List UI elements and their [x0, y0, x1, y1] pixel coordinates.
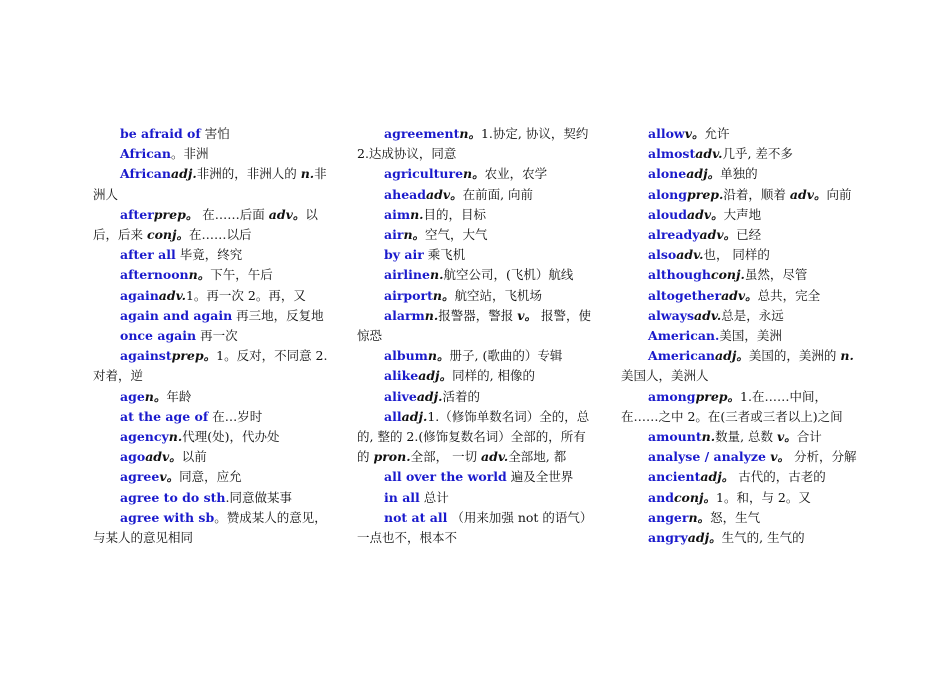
- definition: 在……以后: [189, 227, 252, 243]
- definition: 航空公司，(飞机）航线: [443, 267, 574, 283]
- definition: 同意，应允: [179, 469, 242, 485]
- vocab-entry: [93, 124, 333, 144]
- definition: 在…岁时: [208, 408, 263, 424]
- definition: 古代的，古老的: [734, 469, 826, 485]
- part-of-speech: adv.: [694, 307, 722, 323]
- headword: again and again: [120, 307, 233, 323]
- vocab-entry: [93, 205, 333, 245]
- vocab-entry: [93, 306, 333, 326]
- vocab-entry: [357, 346, 597, 366]
- headword: altogether: [648, 287, 722, 303]
- headword: amount: [648, 429, 702, 445]
- vocab-entry: [357, 286, 597, 306]
- part-of-speech: adj。: [686, 166, 721, 182]
- part-of-speech: n。: [427, 348, 450, 364]
- vocab-entry: [93, 508, 333, 548]
- headword: again: [120, 287, 159, 303]
- vocab-entry: [93, 265, 333, 285]
- part-of-speech: pron.: [373, 449, 411, 465]
- definition: 数量, 总数: [715, 429, 777, 445]
- headword: at the age of: [120, 408, 209, 424]
- headword: agency: [120, 429, 169, 445]
- part-of-speech: n.: [168, 429, 183, 445]
- headword: almost: [648, 146, 696, 162]
- part-of-speech: adv.: [481, 449, 509, 465]
- headword: agree: [120, 469, 160, 485]
- part-of-speech: v。: [159, 469, 180, 485]
- part-of-speech: n。: [144, 388, 167, 404]
- part-of-speech: adj.: [171, 166, 197, 182]
- headword: African: [120, 146, 171, 162]
- headword: album: [384, 348, 428, 364]
- definition: 目的，目标: [423, 206, 487, 222]
- part-of-speech: adj。: [687, 530, 722, 546]
- part-of-speech: n.: [429, 267, 444, 283]
- part-of-speech: adv。: [687, 206, 724, 222]
- part-of-speech: v。: [777, 429, 797, 445]
- part-of-speech: n。: [403, 227, 426, 243]
- part-of-speech: n.: [410, 206, 424, 222]
- headword: agreement: [384, 126, 460, 141]
- definition: 毕竟，终究: [175, 247, 243, 263]
- part-of-speech: adv.: [695, 146, 723, 162]
- headword: once again: [120, 328, 197, 344]
- definition: 合计: [796, 429, 822, 445]
- definition: 已经: [736, 227, 762, 243]
- headword: in all: [384, 489, 420, 505]
- headword: airline: [384, 267, 430, 283]
- part-of-speech: adj。: [700, 469, 735, 485]
- vocab-entry: [357, 185, 597, 205]
- definition: 以后，后来: [93, 206, 318, 243]
- definition: 报警器，警报: [438, 307, 518, 323]
- definition: 美国的，美洲的: [748, 348, 841, 364]
- part-of-speech: n。: [188, 267, 211, 283]
- definition: 总计: [419, 489, 449, 505]
- headword: after all: [120, 247, 176, 263]
- vocab-entry: [357, 508, 597, 548]
- headword: allow: [648, 126, 685, 141]
- column-2: [357, 124, 597, 548]
- vocab-entry: [621, 346, 861, 386]
- part-of-speech: conj。: [673, 489, 716, 505]
- definition: 活着的: [442, 388, 481, 404]
- part-of-speech: adv。: [789, 186, 827, 202]
- vocab-entry: [93, 326, 333, 346]
- vocab-entry: [621, 205, 861, 225]
- definition: 再一次: [196, 328, 238, 344]
- headword: aim: [384, 206, 411, 222]
- definition: 再三地，反复地: [232, 307, 324, 323]
- headword: alike: [384, 368, 419, 384]
- definition: 空气，大气: [425, 227, 488, 243]
- headword: and: [648, 489, 674, 505]
- definition: 在前面, 向前: [462, 186, 534, 202]
- definition: 以前: [181, 449, 207, 465]
- headword: by air: [384, 247, 424, 263]
- part-of-speech: prep.: [687, 186, 724, 202]
- vocab-entry: [93, 387, 333, 407]
- definition: 也， 同样的: [703, 247, 770, 263]
- definition: 1.协定, 协议，契约 2.达成协议，同意: [357, 126, 589, 162]
- column-3: [621, 124, 861, 548]
- vocab-entry: [621, 488, 861, 508]
- definition: 全部， 一切: [410, 449, 482, 465]
- headword: alarm: [384, 307, 425, 323]
- definition: 总是，永远: [721, 307, 784, 323]
- part-of-speech: n。: [459, 126, 481, 141]
- definition: 生气的, 生气的: [721, 530, 805, 546]
- vocab-entry: [621, 447, 861, 467]
- headword: American: [648, 348, 716, 364]
- definition: 。非洲: [171, 146, 209, 162]
- headword: aloud: [648, 206, 688, 222]
- vocab-entry: [621, 387, 861, 427]
- vocab-entry: [357, 467, 597, 487]
- headword: agree with sb: [120, 509, 215, 525]
- vocab-entry: [93, 346, 333, 386]
- definition: 几乎, 差不多: [722, 146, 793, 162]
- vocab-entry: [93, 286, 333, 306]
- part-of-speech: adv。: [699, 227, 737, 243]
- vocab-entry: [357, 407, 597, 468]
- vocab-entry: [357, 164, 597, 184]
- definition: 在……后面: [198, 206, 269, 222]
- part-of-speech: conj.: [710, 267, 745, 283]
- part-of-speech: v。: [517, 307, 537, 323]
- definition: 册子, (歌曲的）专辑: [449, 348, 563, 364]
- vocab-entry: [621, 185, 861, 205]
- definition: 害怕: [200, 126, 230, 141]
- definition: 单独的: [720, 166, 758, 182]
- headword: always: [648, 307, 695, 323]
- definition: 大声地: [723, 206, 762, 222]
- part-of-speech: n.: [300, 166, 315, 182]
- headword: against: [120, 348, 172, 364]
- headword: alone: [648, 166, 687, 182]
- headword: American.: [648, 328, 720, 344]
- definition: 分析，分解: [790, 449, 857, 465]
- vocab-entry: [357, 245, 597, 265]
- part-of-speech: n.: [701, 429, 716, 445]
- vocab-entry: [357, 205, 597, 225]
- vocab-entry: [357, 265, 597, 285]
- part-of-speech: adv。: [268, 206, 306, 222]
- vocab-entry: [93, 488, 333, 508]
- headword: anger: [648, 509, 689, 525]
- headword: all: [384, 408, 402, 424]
- part-of-speech: prep。: [171, 348, 217, 364]
- definition: 遍及全世界: [506, 469, 574, 485]
- definition: .同意做某事: [225, 489, 292, 505]
- headword: airport: [384, 287, 433, 303]
- definition: 下午，午后: [210, 267, 273, 283]
- vocab-entry: [93, 427, 333, 447]
- definition: 同样的, 相像的: [452, 368, 536, 384]
- headword: angry: [648, 530, 688, 546]
- headword: although: [648, 267, 711, 283]
- definition: （用来加强 not 的语气）一点也不，根本不: [357, 509, 593, 546]
- vocab-entry: [93, 447, 333, 467]
- definition: 允许: [704, 126, 730, 141]
- definition: 非洲人: [93, 166, 327, 202]
- definition: 1.（修饰单数名词）全的，总的, 整的 2.(修饰复数名词）全部的，所有的: [357, 408, 590, 465]
- definition: 美国，美洲: [719, 328, 782, 344]
- headword: afternoon: [120, 267, 189, 283]
- part-of-speech: adj.: [416, 388, 443, 404]
- headword: air: [384, 227, 404, 243]
- part-of-speech: adv。: [425, 186, 463, 202]
- part-of-speech: n。: [432, 287, 455, 303]
- part-of-speech: v。: [684, 126, 705, 141]
- part-of-speech: n.: [424, 307, 439, 323]
- part-of-speech: adj。: [418, 368, 453, 384]
- vocab-entry: [621, 245, 861, 265]
- headword: African: [120, 166, 171, 182]
- definition: 美国人，美洲人: [621, 368, 709, 384]
- headword: after: [120, 206, 154, 222]
- vocab-entry: [621, 124, 861, 144]
- vocab-entry: [621, 467, 861, 487]
- headword: all over the world: [384, 469, 507, 485]
- vocab-entry: [93, 144, 333, 164]
- headword: already: [648, 227, 700, 243]
- vocab-entry: [621, 286, 861, 306]
- vocab-entry: [357, 366, 597, 386]
- headword: alive: [384, 388, 417, 404]
- part-of-speech: prep。: [153, 206, 199, 222]
- vocab-entry: [357, 306, 597, 346]
- vocab-entry: [621, 306, 861, 326]
- headword: analyse / analyze: [648, 449, 766, 465]
- headword: ahead: [384, 186, 426, 202]
- definition: 农业，农学: [484, 166, 548, 182]
- definition: 年龄: [166, 388, 192, 404]
- vocab-entry: [357, 488, 597, 508]
- headword: age: [120, 388, 145, 404]
- headword: ancient: [648, 469, 701, 485]
- part-of-speech: adj.: [401, 408, 428, 424]
- vocab-entry: [621, 265, 861, 285]
- definition: 。赞成某人的意见，与某人的意见相同: [93, 509, 327, 546]
- vocab-entry: [621, 508, 861, 528]
- headword: agriculture: [384, 166, 464, 182]
- vocab-entry: [357, 124, 597, 164]
- vocab-entry: [93, 164, 333, 204]
- vocab-entry: [93, 245, 333, 265]
- definition: 乘飞机: [423, 247, 466, 263]
- vocab-entry: [621, 326, 861, 346]
- definition: 报警，使惊恐: [357, 307, 591, 344]
- definition: 怒，生气: [710, 509, 761, 525]
- definition: 虽然，尽管: [744, 267, 808, 283]
- part-of-speech: n。: [463, 166, 485, 182]
- part-of-speech: conj。: [146, 227, 190, 243]
- part-of-speech: adv.: [676, 247, 704, 263]
- vocab-entry: [621, 427, 861, 447]
- part-of-speech: v。: [765, 449, 791, 465]
- headword: ago: [120, 449, 146, 465]
- part-of-speech: adv.: [158, 287, 186, 303]
- part-of-speech: adv。: [721, 287, 758, 303]
- headword: not at all: [384, 509, 448, 525]
- vocab-entry: [621, 164, 861, 184]
- headword: among: [648, 388, 696, 404]
- headword: also: [648, 247, 677, 263]
- definition: 全部地, 都: [508, 449, 567, 465]
- definition: 航空站，飞机场: [454, 287, 542, 303]
- definition: 沿着，顺着: [723, 186, 790, 202]
- headword: along: [648, 186, 688, 202]
- definition: 非洲的，非洲人的: [196, 166, 301, 182]
- part-of-speech: adv。: [145, 449, 182, 465]
- definition: 代理(处)，代办处: [182, 429, 280, 445]
- headword: be afraid of: [120, 126, 201, 141]
- vocab-entry: [621, 144, 861, 164]
- definition: 1。反对，不同意 2.对着，逆: [93, 348, 328, 384]
- part-of-speech: adj。: [715, 348, 749, 364]
- vocab-entry: [93, 407, 333, 427]
- column-1: [93, 124, 333, 548]
- vocab-entry: [621, 225, 861, 245]
- definition: 总共，完全: [757, 287, 821, 303]
- definition: 向前: [826, 186, 852, 202]
- headword: agree to do sth: [120, 489, 226, 505]
- definition: 1。再一次 2。再，又: [185, 287, 306, 303]
- definition: 1。和，与 2。又: [716, 489, 811, 505]
- vocab-entry: [357, 225, 597, 245]
- vocab-entry: [93, 467, 333, 487]
- vocab-entry: [621, 528, 861, 548]
- part-of-speech: n。: [688, 509, 711, 525]
- definition: 1.在……中间，在……之中 2。在(三者或三者以上)之间: [621, 388, 843, 424]
- part-of-speech: n.: [840, 348, 854, 364]
- part-of-speech: prep。: [695, 388, 741, 404]
- vocab-entry: [357, 387, 597, 407]
